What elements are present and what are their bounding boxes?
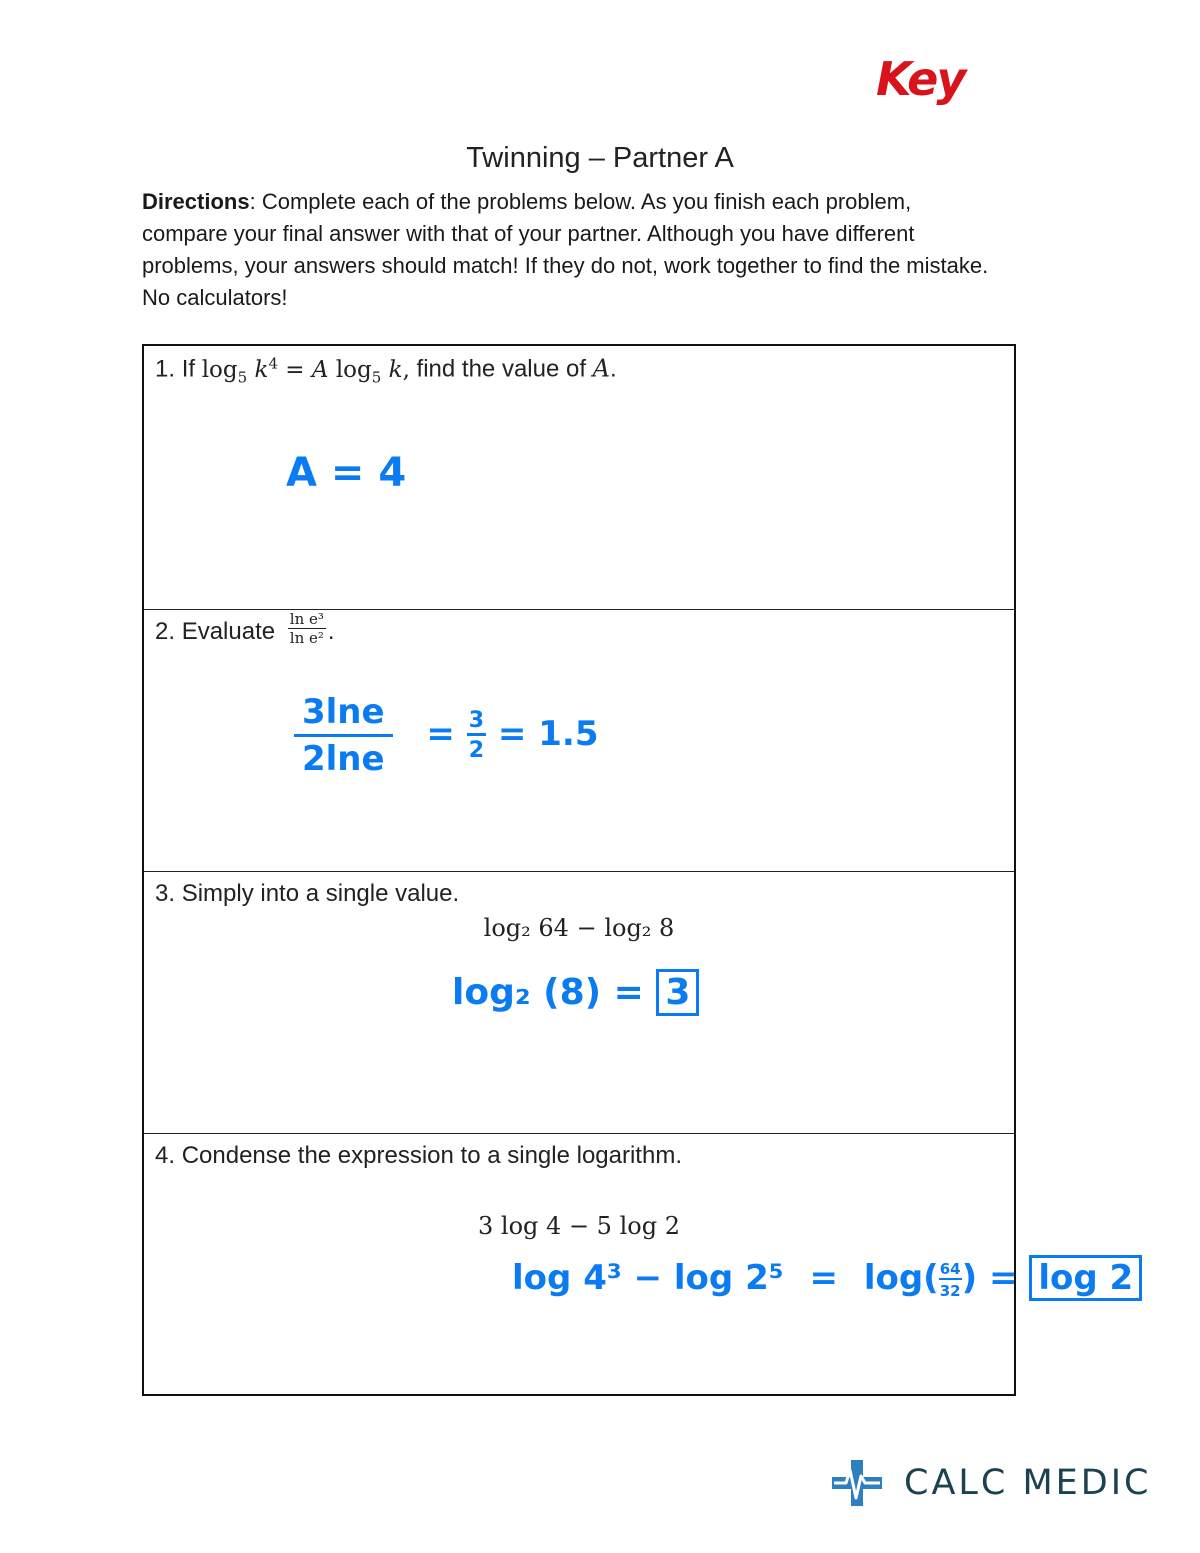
problem-2-work: $\frac{3\ln e}{2\ln e}$ = $\frac{3}{2}$ = 1.5 (294, 692, 599, 779)
problem-4-work: log 4³ − log 2⁵ = log( $\frac{64}{32}$ ) = log 2 (512, 1258, 1142, 1300)
problem-grid (142, 344, 1134, 1396)
directions-text: : Complete each of the problems below. As you finish each problem, compare your final answer with that of your partner. Although you have different problems, your answers should match! If they do not, work together to find the mistake. No calculators! (142, 189, 989, 310)
problem-4-answer: log 2 (1029, 1255, 1142, 1301)
problem-1 (144, 346, 1014, 609)
directions (142, 186, 1002, 314)
page-title: Twinning – Partner A (466, 142, 734, 174)
problem-3-expression: log₂ 64 − log₂ 8 (483, 914, 675, 942)
problem-3-prompt: 3. Simply into a single value. (155, 880, 460, 907)
problem-2-simplified-fraction: $\frac{3}{2}$ (468, 708, 485, 763)
calc-medic-logo (832, 1460, 1151, 1506)
problem-3-work: log₂ (8) = 3 (452, 972, 699, 1013)
problem-2-work-fraction: $\frac{3\ln e}{2\ln e}$ (294, 692, 393, 779)
logo-text: CALC MEDIC (904, 1463, 1152, 1503)
problem-4 (144, 1133, 1134, 1396)
problem-1-equation: $\log_5 k^4 = A$ $\log_5 k$, (201, 354, 410, 387)
answer-key-label: Key (876, 52, 965, 106)
problem-1-answer: A = 4 (286, 450, 407, 496)
problem-3-answer: 3 (656, 969, 699, 1016)
problem-2-prompt: 2. Evaluate $\frac{\text{ln e³}}{\text{ln e²}}$ . (155, 610, 335, 648)
problem-2-fraction: $\frac{\text{ln e³}}{\text{ln e²}}$ (289, 610, 324, 648)
problem-2-answer: 1.5 (538, 714, 599, 754)
problem-2 (144, 609, 1014, 871)
problem-4-expression: 3 log 4 − 5 log 2 (478, 1212, 680, 1240)
directions-label: Directions (142, 189, 250, 214)
problem-3 (144, 871, 1014, 1133)
problem-4-work-fraction: $\frac{64}{32}$ (939, 1259, 961, 1300)
medical-cross-icon (832, 1460, 882, 1506)
problem-4-prompt: 4. Condense the expression to a single logarithm. (155, 1142, 682, 1169)
problem-1-prompt: 1. If $\log_5 k^4 = A$ $\log_5 k$, find the value of A. (155, 354, 617, 387)
